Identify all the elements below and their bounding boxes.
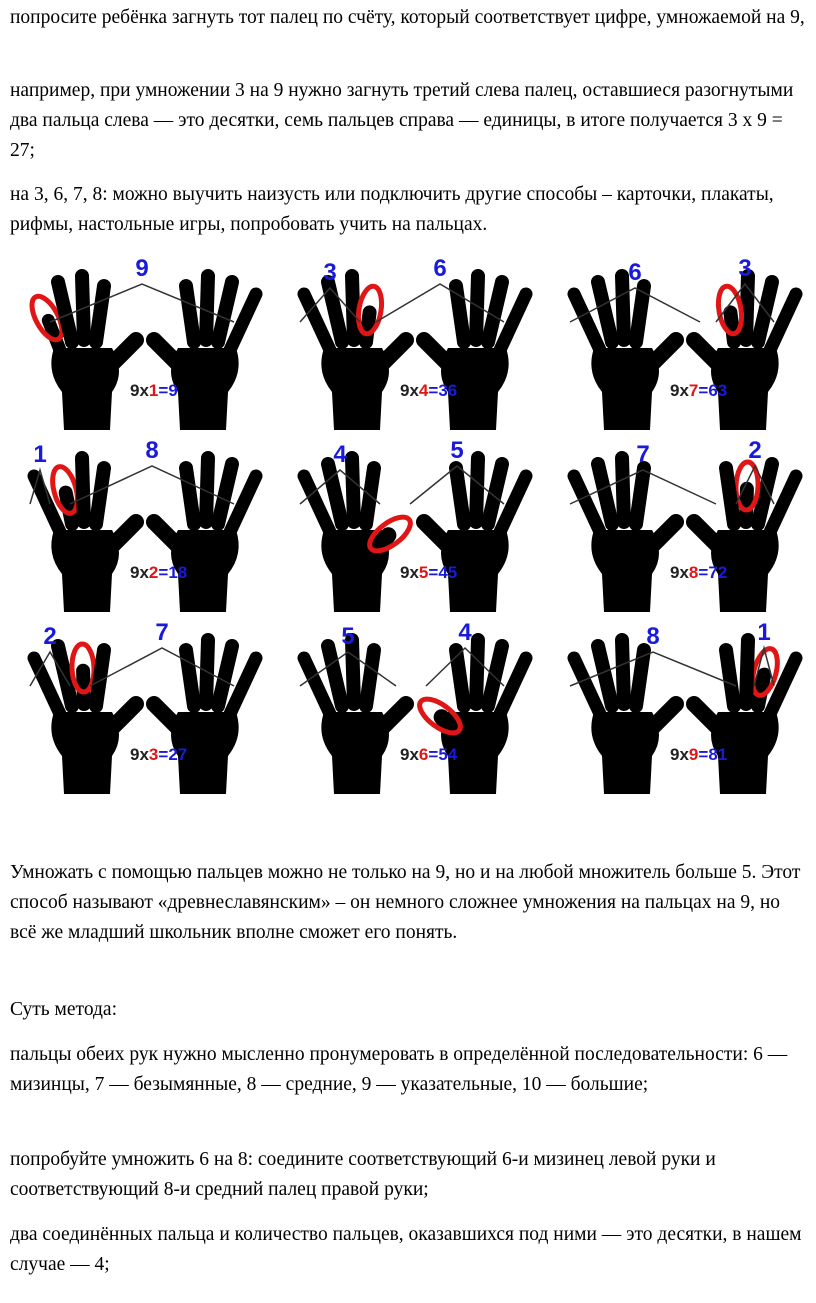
equation-label — [400, 381, 457, 400]
finger — [488, 282, 502, 342]
equation-label — [400, 745, 458, 764]
hands-panel-4 — [30, 437, 256, 612]
finger — [83, 671, 84, 704]
finger — [352, 458, 354, 522]
units-count: 9 — [135, 258, 149, 282]
tens-count: 6 — [628, 259, 642, 286]
finger — [694, 522, 726, 554]
finger — [456, 468, 464, 524]
equation-multiplier: 7 — [688, 381, 699, 400]
equation-label — [130, 563, 187, 582]
equation-prefix: 9x — [130, 563, 149, 582]
finger — [622, 276, 624, 340]
equation-result: 72 — [708, 563, 728, 582]
equation-prefix: 9x — [130, 381, 149, 400]
finger — [366, 312, 370, 342]
hands-panel-2 — [300, 258, 526, 430]
finger — [488, 646, 502, 706]
finger — [758, 282, 772, 342]
paragraph-tens-result: два соединённых пальца и количество пальцев, оказавшихся под ними — это десятки, в нашем случае — 4; — [10, 1224, 802, 1275]
equation-prefix: 9x — [400, 381, 419, 400]
finger — [758, 464, 772, 524]
finger — [694, 704, 726, 736]
hands-panel-9 — [570, 619, 796, 794]
finger — [694, 340, 726, 372]
equation-result: 45 — [438, 563, 458, 582]
finger — [476, 458, 478, 522]
equation-prefix: 9x — [670, 381, 689, 400]
finger — [476, 640, 478, 704]
finger — [218, 646, 232, 706]
equation-result: 27 — [168, 745, 188, 764]
equation-result: 9 — [168, 381, 178, 400]
equation-separator: = — [698, 381, 709, 400]
finger — [598, 464, 612, 524]
units-count: 6 — [433, 258, 447, 282]
finger — [374, 704, 406, 736]
tens-count: 8 — [646, 623, 660, 650]
finger — [104, 704, 136, 736]
equation-multiplier: 3 — [148, 745, 159, 764]
units-count: 4 — [458, 619, 472, 646]
hands-panel-3 — [570, 258, 796, 430]
finger — [206, 458, 208, 522]
left-hand — [304, 458, 416, 612]
finger — [206, 276, 208, 340]
finger — [476, 276, 478, 340]
units-count: 3 — [738, 258, 752, 282]
equation-prefix: 9x — [130, 745, 149, 764]
equation-result: 81 — [708, 745, 728, 764]
finger-multiplication-figure — [0, 258, 816, 798]
paragraph-example-3x9: например, при умножении 3 на 9 нужно загнуть третий слева палец, оставшиеся разогнутыми два пальца слева — это десятки, семь пальцев справа — единицы, в итоге получается 3 х 9 = 27; — [10, 80, 794, 161]
hands-panel-7 — [30, 619, 256, 794]
equation-multiplier: 8 — [688, 563, 699, 582]
right-hand — [154, 458, 256, 612]
finger — [746, 640, 748, 704]
equation-result: 63 — [708, 381, 728, 400]
finger — [104, 522, 136, 554]
finger — [456, 650, 464, 706]
finger — [58, 646, 72, 706]
equation-multiplier: 1 — [148, 381, 159, 400]
equation-label — [670, 381, 727, 400]
equation-prefix: 9x — [670, 563, 689, 582]
hands-panel-6 — [570, 437, 796, 612]
units-count: 1 — [757, 619, 771, 646]
equation-prefix: 9x — [400, 745, 419, 764]
finger — [374, 340, 406, 372]
tens-count: 7 — [636, 441, 650, 468]
equation-separator: = — [158, 381, 169, 400]
finger — [636, 468, 644, 524]
equation-separator: = — [428, 745, 439, 764]
right-hand — [154, 640, 256, 794]
equation-result: 36 — [438, 381, 458, 400]
equation-separator: = — [428, 563, 439, 582]
finger — [218, 282, 232, 342]
equation-label — [670, 563, 727, 582]
finger — [104, 340, 136, 372]
finger — [96, 650, 104, 706]
equation-label — [400, 563, 457, 582]
finger — [328, 646, 342, 706]
finger — [598, 646, 612, 706]
finger — [636, 286, 644, 342]
tens-count: 3 — [323, 259, 337, 286]
finger — [328, 282, 342, 342]
finger — [366, 650, 374, 706]
finger — [758, 675, 764, 706]
left-hand — [304, 640, 406, 794]
right-hand — [694, 462, 796, 612]
finger — [186, 650, 194, 706]
paragraph-try-6x8: попробуйте умножить 6 на 8: соедините соответствующий 6-и мизинец левой руки и соответствующий 8-и средний палец правой руки; — [10, 1149, 716, 1200]
equation-multiplier: 6 — [418, 745, 429, 764]
equation-label — [670, 745, 727, 764]
tens-count: 5 — [341, 623, 355, 650]
right-hand — [694, 640, 796, 794]
hands-panel-1 — [26, 258, 256, 430]
finger — [424, 522, 456, 554]
finger — [96, 286, 104, 342]
left-hand — [574, 458, 676, 612]
paragraph-method-essence: Суть метода: — [10, 999, 118, 1020]
finger — [218, 464, 232, 524]
equation-separator: = — [158, 745, 169, 764]
right-hand — [694, 276, 796, 430]
equation-multiplier: 4 — [418, 381, 429, 400]
tens-count: 2 — [43, 623, 57, 650]
equation-result: 18 — [168, 563, 188, 582]
equation-multiplier: 5 — [418, 563, 429, 582]
finger — [726, 650, 734, 706]
paragraph-old-slavic-method: Умножать с помощью пальцев можно не только на 9, но и на любой множитель больше 5. Этот способ называют «древнеславянским» – он немного сложнее умножения на пальцах на 9, но всё же младший школьник вполне сможет его понять. — [10, 862, 801, 943]
equation-prefix: 9x — [670, 745, 689, 764]
finger — [154, 704, 186, 736]
finger — [186, 468, 194, 524]
equation-label — [130, 745, 187, 764]
finger — [328, 464, 342, 524]
equation-separator: = — [428, 381, 439, 400]
finger — [96, 468, 104, 524]
left-hand — [34, 644, 136, 794]
finger — [186, 286, 194, 342]
finger — [352, 276, 354, 340]
equation-result: 54 — [438, 745, 458, 764]
equation-multiplier: 2 — [148, 563, 159, 582]
finger — [622, 640, 624, 704]
finger — [730, 312, 734, 342]
left-hand — [26, 276, 136, 430]
finger — [726, 468, 734, 524]
paragraph-memorize-methods: на 3, 6, 7, 8: можно выучить наизусть или подключить другие способы – карточки, плакаты, рифмы, настольные игры, попробовать учить на пальцах. — [10, 184, 774, 235]
finger — [488, 464, 502, 524]
equation-label — [130, 381, 178, 400]
equation-separator: = — [698, 563, 709, 582]
tens-count: 4 — [333, 441, 347, 468]
right-hand — [414, 640, 526, 794]
finger — [644, 340, 676, 372]
hands-panel-5 — [300, 437, 526, 612]
units-bracket — [376, 284, 504, 322]
finger — [622, 458, 624, 522]
hands-panel-8 — [300, 619, 526, 794]
equation-separator: = — [158, 563, 169, 582]
finger — [424, 340, 456, 372]
right-hand — [424, 276, 526, 430]
finger — [66, 493, 72, 524]
equation-prefix: 9x — [400, 563, 419, 582]
equation-separator: = — [698, 745, 709, 764]
finger — [644, 522, 676, 554]
paragraph-instruction-fold-finger: попросите ребёнка загнуть тот палец по счёту, который соответствует цифре, умножаемой на 9, — [10, 7, 805, 28]
finger — [746, 489, 747, 522]
paragraph-number-fingers: пальцы обеих рук нужно мысленно пронумеровать в определённой последовательности: 6 — мизинцы, 7 — безымянные, 8 — средние, 9 — указательные, 10 — большие; — [10, 1044, 788, 1095]
finger — [154, 522, 186, 554]
finger — [154, 340, 186, 372]
units-count: 8 — [145, 437, 159, 464]
units-count: 7 — [155, 619, 169, 646]
units-count: 5 — [450, 437, 464, 464]
finger — [82, 458, 84, 522]
right-hand — [154, 276, 256, 430]
equation-multiplier: 9 — [688, 745, 699, 764]
finger — [598, 282, 612, 342]
left-hand — [574, 276, 676, 430]
finger — [644, 704, 676, 736]
units-count: 2 — [748, 437, 762, 464]
tens-count: 1 — [33, 441, 47, 468]
